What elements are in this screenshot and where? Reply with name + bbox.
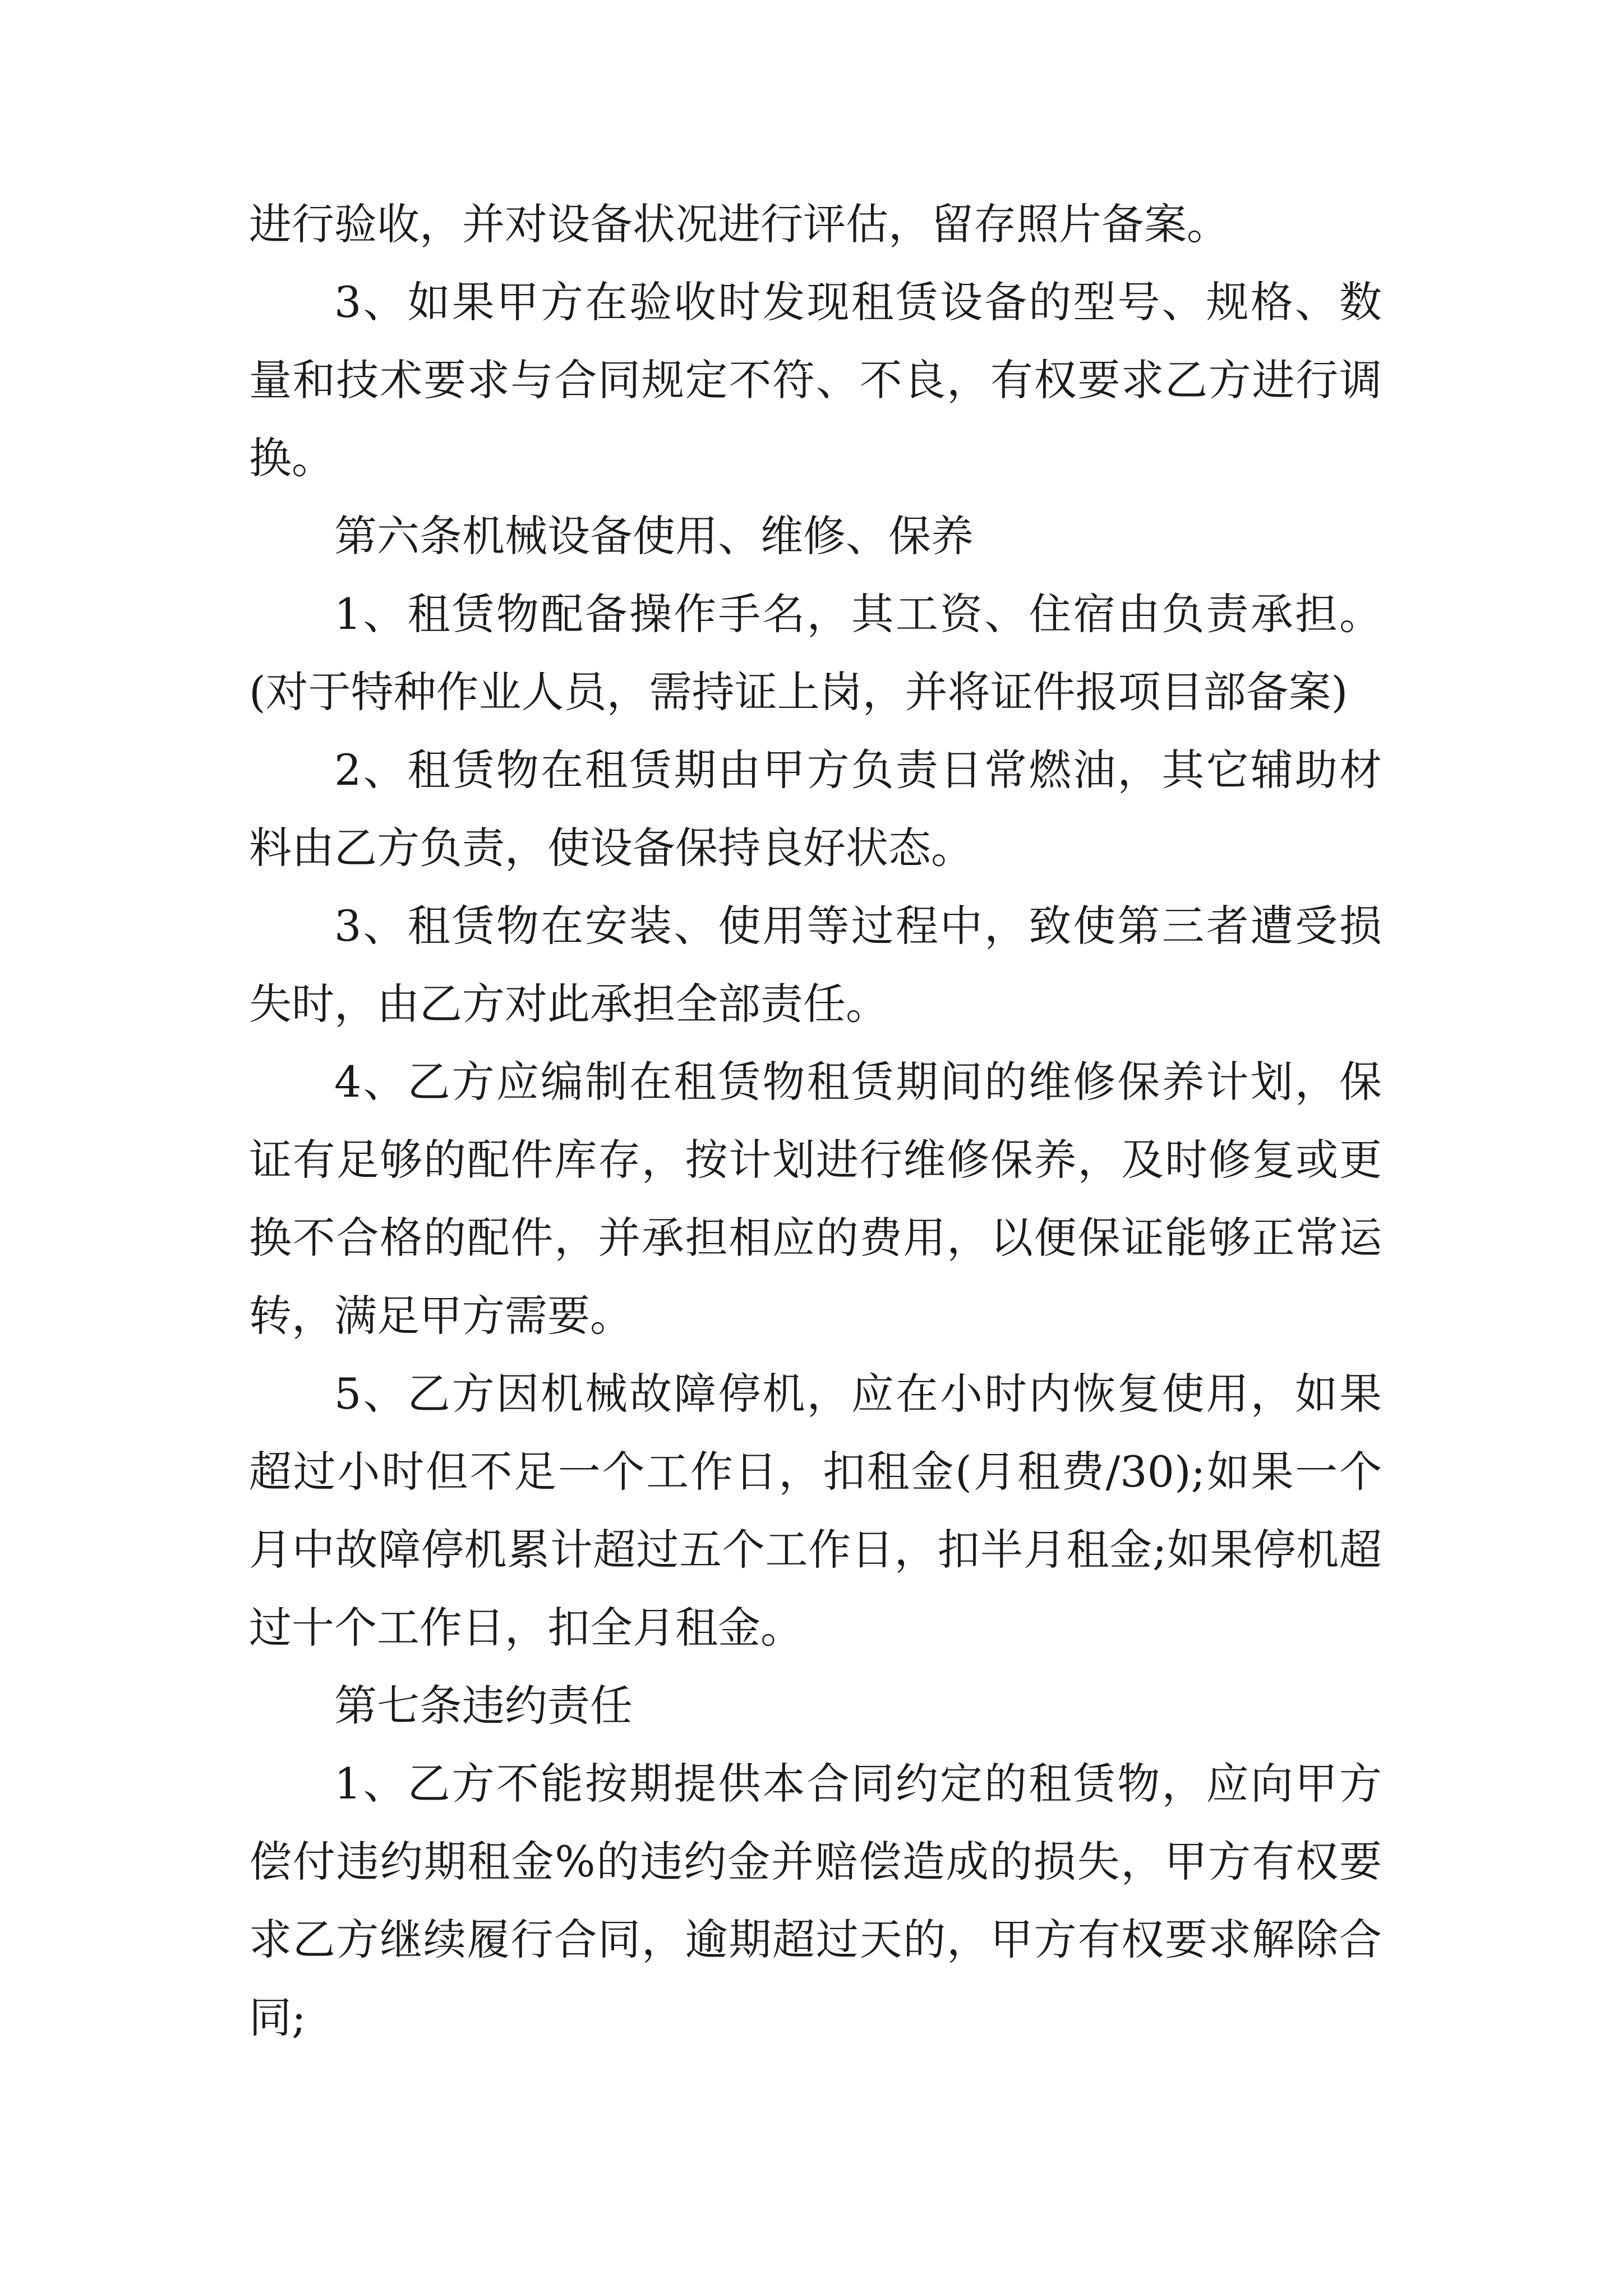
document-body xyxy=(249,185,1382,2056)
clause-item-3-inspection: 3、如果甲方在验收时发现租赁设备的型号、规格、数量和技术要求与合同规定不符、不良，有权要求乙方进行调换。 xyxy=(249,277,1382,483)
clause-item-3-third-party: 3、租赁物在安装、使用等过程中，致使第三者遭受损失时，由乙方对此承担全部责任。 xyxy=(249,901,1382,1029)
section-heading-article-7: 第七条违约责任 xyxy=(334,1681,633,1731)
clause-item-2-fuel: 2、租赁物在租赁期由甲方负责日常燃油，其它辅助材料由乙方负责，使设备保持良好状态。 xyxy=(249,745,1382,873)
clause-item-5-breakdown: 5、乙方因机械故障停机，应在小时内恢复使用，如果超过小时但不足一个工作日，扣租金(月租费/30);如果一个月中故障停机累计超过五个工作日，扣半月租金;如果停机超过十个工作日，扣全月租金。 xyxy=(249,1369,1382,1653)
clause-item-4-maintenance: 4、乙方应编制在租赁物租赁期间的维修保养计划，保证有足够的配件库存，按计划进行维修保养，及时修复或更换不合格的配件，并承担相应的费用，以便保证能够正常运转，满足甲方需要。 xyxy=(249,1057,1382,1341)
section-heading-article-6: 第六条机械设备使用、维修、保养 xyxy=(334,511,974,561)
paragraph-continuation: 进行验收，并对设备状况进行评估，留存照片备案。 xyxy=(249,199,1229,249)
clause-item-1-operators: 1、租赁物配备操作手名，其工资、住宿由负责承担。(对于特种作业人员，需持证上岗，并将证件报项目部备案) xyxy=(249,589,1382,717)
clause-item-1-breach: 1、乙方不能按期提供本合同约定的租赁物，应向甲方偿付违约期租金%的违约金并赔偿造成的损失，甲方有权要求乙方继续履行合同，逾期超过天的，甲方有权要求解除合同; xyxy=(249,1759,1382,2042)
